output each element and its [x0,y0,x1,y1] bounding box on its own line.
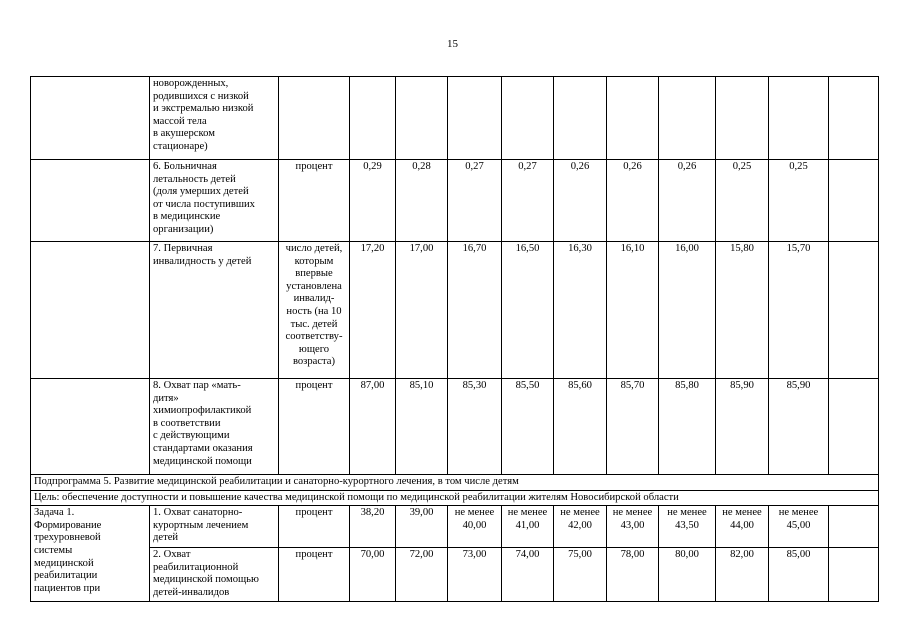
value-cell [554,77,607,160]
indicator-cell [150,506,279,548]
indicator-text: 2. Охват [153,549,191,561]
value-cell [396,548,448,602]
value-text: 45,00 [786,519,811,531]
indicator-text: стандартами оказания [153,442,253,454]
value-cell [769,242,829,379]
value-text: 0,25 [789,161,808,172]
indicator-text: в медицинские [153,211,221,223]
value-cell [502,242,554,379]
table-row [31,506,879,548]
indicators-table [30,76,879,602]
value-text: 40,00 [462,519,487,531]
indicator-text: инвалидность у детей [153,255,252,267]
value-cell [554,242,607,379]
indicator-text: с действующими [153,430,230,442]
value-cell [396,77,448,160]
value-text: не менее [507,507,548,519]
indicator-text: химиопрофилактикой [153,405,252,417]
value-text: 0,26 [623,161,642,172]
value-cell [607,242,659,379]
task-text: пациентов при [34,582,101,594]
task-text: медицинской [34,557,94,569]
value-cell [829,506,879,548]
value-cell [448,242,502,379]
value-text: 0,28 [412,161,431,172]
value-text: 0,26 [677,161,697,172]
value-cell [554,548,607,602]
task-cell [31,379,150,475]
indicator-text: дитя» [153,392,179,404]
value-text: 78,00 [620,549,645,561]
value-text: не менее [778,507,819,519]
task-text: трехуровневой [34,532,101,544]
value-text: 16,70 [462,243,487,254]
goal-row-cell: Цель: обеспечение доступности и повышение качества медицинской помощи по медицинской реабилитации жителям Новосибирской области [31,490,879,506]
subprogram-row [31,475,879,491]
value-cell [350,379,396,475]
value-text: 85,10 [409,380,434,391]
value-cell [829,160,879,242]
value-cell [554,160,607,242]
indicator-text: 1. Охват санаторно- [153,507,243,519]
task-cell [31,160,150,242]
value-cell [607,548,659,602]
value-cell [769,160,829,242]
value-cell [448,379,502,475]
task-text: Формирование [34,519,102,531]
value-text: 17,20 [360,243,385,254]
value-text: 80,00 [675,549,699,561]
unit-text: процент [295,507,333,519]
value-cell [396,506,448,548]
value-text: 70,00 [360,549,385,561]
table-row [31,77,879,160]
value-text: 85,50 [515,380,540,391]
value-text: не менее [667,507,707,519]
task-cell [31,506,150,602]
indicator-text: родившихся с низкой [153,90,249,102]
value-cell [716,160,769,242]
value-text: не менее [560,507,600,519]
value-cell [716,506,769,548]
unit-cell [279,242,350,379]
value-cell [607,379,659,475]
unit-cell [279,379,350,475]
indicator-text: медицинской помощью [153,574,259,586]
unit-text: ность (на 10 [286,305,342,317]
unit-text: соответству- [285,331,343,343]
value-cell [769,379,829,475]
indicator-text: 8. Охват пар «мать- [153,380,241,391]
value-cell [554,506,607,548]
indicator-cell [150,242,279,379]
value-text: 16,30 [568,243,592,254]
value-text: 85,00 [786,549,811,561]
value-text: не менее [722,507,762,519]
table-row [31,379,879,475]
value-cell [448,506,502,548]
value-cell [769,77,829,160]
value-text: 75,00 [568,549,592,561]
unit-text: число детей, [285,243,343,254]
unit-text: установлена [286,280,342,292]
value-cell [502,506,554,548]
value-cell [659,379,716,475]
goal-row [31,490,879,506]
indicator-text: реабилитационной [153,561,239,573]
unit-text: процент [295,161,333,172]
value-cell [396,379,448,475]
value-text: 74,00 [515,549,540,561]
indicator-text: стационаре) [153,140,208,152]
task-text: реабилитации [34,570,98,582]
value-cell [350,77,396,160]
value-text: 73,00 [462,549,487,561]
value-cell [554,379,607,475]
indicator-text: массой тела [153,115,207,127]
unit-text: процент [295,380,333,391]
indicator-text: детей-инвалидов [153,586,230,598]
value-cell [502,379,554,475]
value-cell [829,77,879,160]
value-cell [448,77,502,160]
value-cell [607,160,659,242]
value-cell [396,160,448,242]
indicator-text: новорожденных, [153,78,229,89]
value-text: 41,00 [515,519,540,531]
value-cell [502,548,554,602]
value-cell [350,506,396,548]
value-text: 0,29 [363,161,382,172]
unit-text: впервые [295,268,333,280]
value-cell [829,379,879,475]
indicator-text: и экстремалью низкой [153,103,254,115]
value-cell [659,160,716,242]
value-text: 0,27 [518,161,537,172]
value-text: 82,00 [730,549,754,561]
value-cell [350,160,396,242]
value-cell [769,506,829,548]
indicator-text: организации) [153,223,214,235]
value-text: 0,26 [570,161,590,172]
value-cell [350,548,396,602]
indicator-cell [150,548,279,602]
value-text: 87,00 [360,380,385,391]
value-cell [829,242,879,379]
value-cell [659,506,716,548]
value-text: не менее [454,507,495,519]
indicator-cell [150,379,279,475]
value-cell [769,548,829,602]
indicator-text: летальность детей [153,173,236,185]
subprogram-row-cell: Подпрограмма 5. Развитие медицинской реабилитации и санаторно-курортного лечения, в том числе детям [31,475,879,491]
unit-text: которым [294,255,334,267]
value-text: 43,50 [675,519,699,531]
unit-cell [279,77,350,160]
value-text: 38,20 [360,507,385,519]
value-text: 39,00 [409,507,434,519]
indicator-text: курортным лечением [153,519,249,531]
indicator-text: в акушерском [153,128,215,140]
indicator-text: (доля умерших детей [153,186,249,198]
value-cell [448,548,502,602]
unit-text: процент [295,549,333,561]
value-cell [659,242,716,379]
value-text: 72,00 [409,549,434,561]
indicator-text: 7. Первичная [153,243,213,254]
value-text: 85,70 [620,380,645,391]
value-text: 85,30 [462,380,487,391]
value-text: 42,00 [568,519,592,531]
value-text: 17,00 [409,243,434,254]
unit-text: возраста) [292,356,336,368]
indicator-text: медицинской помощи [153,455,252,467]
value-cell [350,242,396,379]
value-text: 15,80 [730,243,754,254]
unit-text: ющего [298,343,330,355]
unit-cell [279,548,350,602]
value-text: не менее [612,507,653,519]
value-text: 85,90 [730,380,754,391]
indicator-text: в соответствии [153,417,221,429]
value-text: 16,00 [675,243,699,254]
value-text: 43,00 [620,519,645,531]
indicator-text: 6. Больничная [153,161,217,172]
value-cell [502,77,554,160]
value-cell [659,77,716,160]
value-cell [716,77,769,160]
table-row [31,160,879,242]
unit-text: инвалид- [293,293,335,305]
page-number: 15 [447,38,458,50]
task-text: системы [34,544,73,556]
unit-cell [279,160,350,242]
value-cell [659,548,716,602]
value-text: 85,60 [568,380,592,391]
value-cell [716,242,769,379]
task-cell [31,77,150,160]
value-text: 16,50 [515,243,540,254]
value-cell [502,160,554,242]
value-text: 15,70 [786,243,811,254]
value-cell [716,548,769,602]
value-text: 0,27 [465,161,484,172]
indicator-cell [150,160,279,242]
value-text: 16,10 [620,243,645,254]
value-cell [607,506,659,548]
value-text: 85,80 [675,380,699,391]
value-cell [607,77,659,160]
task-cell [31,242,150,379]
unit-cell [279,506,350,548]
unit-text: тыс. детей [290,318,338,330]
value-cell [829,548,879,602]
value-cell [448,160,502,242]
indicator-text: от числа поступивших [153,198,255,210]
value-text: 44,00 [730,519,754,531]
table-row [31,242,879,379]
indicator-cell [150,77,279,160]
table-row [31,548,879,602]
indicator-text: детей [153,532,179,544]
task-text: Задача 1. [34,507,75,519]
value-text: 0,25 [732,161,752,172]
value-cell [716,379,769,475]
value-text: 85,90 [786,380,811,391]
value-cell [396,242,448,379]
